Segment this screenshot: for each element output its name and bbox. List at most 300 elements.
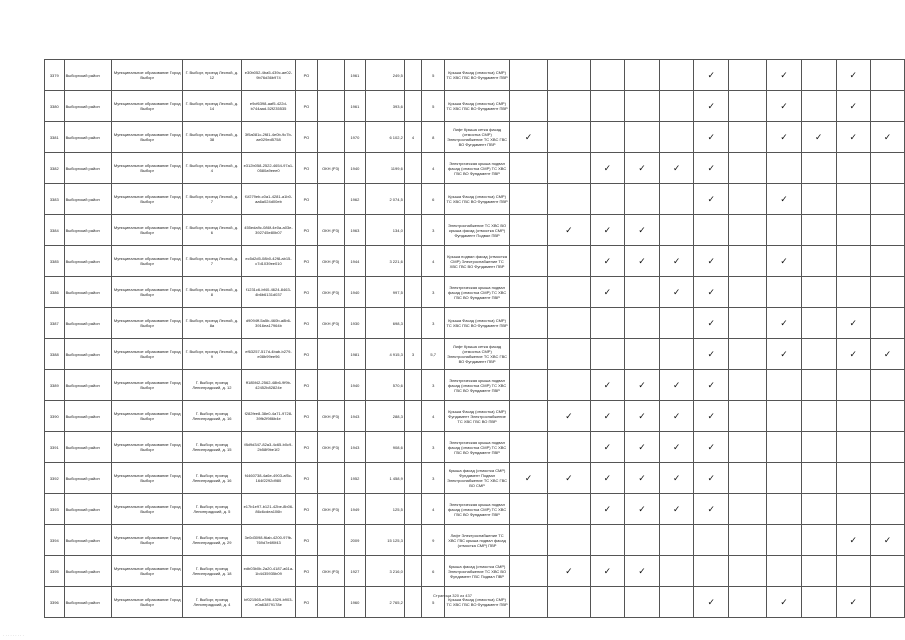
check-icon: ✓: [590, 463, 625, 494]
area-cell: 2 074,5: [366, 184, 405, 215]
works-cell: Крыша подвал фасад (отмостка СМР) Электроснабжение ТС ХВС ГВС ВО Фундамент ПВР: [445, 246, 510, 277]
check-icon: ✓: [590, 401, 625, 432]
guid-cell: f8d9d347-82a3-4c65-b0c9-2b58f9be1f2: [241, 432, 296, 463]
address-cell: Г. Выборг, проезд Ленинградский, д. 16: [183, 401, 242, 432]
check-cell: [767, 494, 802, 525]
heritage-cell: ОКН (Р3): [317, 556, 344, 587]
check-cell: [871, 463, 905, 494]
row-number: 3396: [45, 587, 65, 618]
check-icon: ✓: [659, 463, 694, 494]
check-icon: ✓: [659, 370, 694, 401]
check-icon: ✓: [548, 463, 590, 494]
guid-cell: ef63257-517d-4bab-b279-e08b99ee96: [241, 339, 296, 370]
floors-cell: 5: [422, 91, 445, 122]
check-cell: [729, 215, 767, 246]
check-cell: [548, 525, 590, 556]
address-cell: Г. Выборг, проезд Ленинградский, д. 29: [183, 525, 242, 556]
check-cell: [548, 587, 590, 618]
check-icon: ✓: [871, 339, 905, 370]
heritage-cell: ОКН (Р3): [317, 432, 344, 463]
count-cell: [404, 215, 421, 246]
count-cell: [404, 184, 421, 215]
municipality-cell: Муниципальное образование Город Выборг: [112, 587, 183, 618]
check-cell: [509, 91, 547, 122]
heritage-cell: [317, 91, 344, 122]
check-cell: [729, 587, 767, 618]
check-cell: [871, 308, 905, 339]
check-cell: [729, 556, 767, 587]
scan-mark: · · · · · · · · ·: [3, 633, 24, 638]
check-cell: [801, 215, 836, 246]
check-icon: ✓: [694, 308, 729, 339]
check-cell: [509, 153, 547, 184]
check-icon: ✓: [509, 122, 547, 153]
district-cell: Выборгский район: [64, 587, 112, 618]
address-cell: Г. Выборг, проезд Ленинградский, д. 18: [183, 556, 242, 587]
guid-cell: f282fee8-38e0-4a71-9728-39fb2f986b4e: [241, 401, 296, 432]
floors-cell: 8: [422, 122, 445, 153]
row-number: 3379: [45, 60, 65, 91]
count-cell: [404, 60, 421, 91]
check-cell: [871, 401, 905, 432]
table-row: [45, 308, 905, 339]
check-cell: [871, 184, 905, 215]
row-number: 3390: [45, 401, 65, 432]
heritage-cell: ОКН (Р3): [317, 494, 344, 525]
guid-cell: e30b052-4ba5-439c-ae02-9b76d36b974: [241, 60, 296, 91]
check-cell: [548, 122, 590, 153]
check-cell: [801, 339, 836, 370]
check-cell: [836, 215, 871, 246]
heritage-cell: [317, 60, 344, 91]
check-cell: [509, 494, 547, 525]
district-cell: Выборгский район: [64, 122, 112, 153]
check-cell: [590, 587, 625, 618]
table-row: [45, 587, 905, 618]
check-cell: [801, 91, 836, 122]
district-cell: Выборгский район: [64, 494, 112, 525]
works-cell: Крыша фасад (отмостка СМР) Фундамент Подвал Электроснабжение ТС ХВС ГВС ВО СМР: [445, 463, 510, 494]
count-cell: [404, 246, 421, 277]
check-cell: [871, 153, 905, 184]
check-icon: ✓: [767, 587, 802, 618]
address-cell: Г. Выборг, проезд Лесной, д. 38: [183, 122, 242, 153]
municipality-cell: Муниципальное образование Город Выборг: [112, 370, 183, 401]
works-cell: Крыша Фасад (отмостка) СМР) ТС ХВС ГВС ВО Фундамент ПВР: [445, 308, 510, 339]
check-cell: [548, 60, 590, 91]
area-cell: 1199,6: [366, 153, 405, 184]
check-cell: [625, 60, 660, 91]
check-icon: ✓: [767, 339, 802, 370]
check-icon: ✓: [767, 184, 802, 215]
code-cell: РО: [296, 184, 317, 215]
code-cell: РО: [296, 494, 317, 525]
area-cell: 393,6: [366, 91, 405, 122]
check-cell: [801, 246, 836, 277]
check-icon: ✓: [590, 370, 625, 401]
guid-cell: ff185f42-2562-48b6-9f9b-42452b82824e: [241, 370, 296, 401]
district-cell: Выборгский район: [64, 432, 112, 463]
check-cell: [548, 339, 590, 370]
check-cell: [548, 277, 590, 308]
municipality-cell: Муниципальное образование Город Выборг: [112, 60, 183, 91]
municipality-cell: Муниципальное образование Город Выборг: [112, 308, 183, 339]
floors-cell: 5: [422, 587, 445, 618]
guid-cell: f1231c6-bf40-4624-8463-4b6b6131d037: [241, 277, 296, 308]
heritage-cell: ОКН (Р3): [317, 215, 344, 246]
floors-cell: 6: [422, 184, 445, 215]
check-cell: [801, 463, 836, 494]
check-cell: [801, 494, 836, 525]
area-cell: 288,3: [366, 401, 405, 432]
check-cell: [836, 401, 871, 432]
floors-cell: 4: [422, 494, 445, 525]
district-cell: Выборгский район: [64, 370, 112, 401]
floors-cell: 5,7: [422, 339, 445, 370]
district-cell: Выборгский район: [64, 463, 112, 494]
check-icon: ✓: [590, 494, 625, 525]
check-icon: ✓: [694, 277, 729, 308]
guid-cell: 3e0d3098-f6ab-4200-97fb-769d7e6f0f43: [241, 525, 296, 556]
check-cell: [509, 401, 547, 432]
check-cell: [729, 432, 767, 463]
check-cell: [729, 339, 767, 370]
check-cell: [548, 494, 590, 525]
row-number: 3383: [45, 184, 65, 215]
address-cell: Г. Выборг, проезд Лесной, д. 14: [183, 91, 242, 122]
floors-cell: 9: [422, 525, 445, 556]
address-cell: Г. Выборг, проезд Ленинградский, д. 15: [183, 432, 242, 463]
count-cell: [404, 308, 421, 339]
check-icon: ✓: [590, 277, 625, 308]
check-icon: ✓: [767, 246, 802, 277]
check-icon: ✓: [836, 587, 871, 618]
count-cell: [404, 587, 421, 618]
check-icon: ✓: [625, 494, 660, 525]
check-cell: [590, 122, 625, 153]
count-cell: [404, 525, 421, 556]
check-cell: [871, 494, 905, 525]
check-icon: ✓: [625, 401, 660, 432]
heritage-cell: ОКН (Р3): [317, 401, 344, 432]
check-cell: [509, 308, 547, 339]
district-cell: Выборгский район: [64, 184, 112, 215]
check-cell: [767, 525, 802, 556]
year-cell: 1940: [344, 370, 365, 401]
heritage-cell: [317, 587, 344, 618]
check-cell: [659, 60, 694, 91]
table-row: [45, 432, 905, 463]
table-row: [45, 60, 905, 91]
year-cell: 1960: [344, 587, 365, 618]
check-cell: [625, 308, 660, 339]
guid-cell: e9cf6398-aaf5-422d-b744aad-52f235535: [241, 91, 296, 122]
works-cell: Лифт Крыша сетка фасад (отмостка СМР) Электроснабжение ТС ХВС ГВС ВО Фундамент ПВР: [445, 339, 510, 370]
table-row: [45, 153, 905, 184]
check-icon: ✓: [767, 60, 802, 91]
area-cell: 6 102,2: [366, 122, 405, 153]
count-cell: [404, 556, 421, 587]
heritage-cell: [317, 122, 344, 153]
check-icon: ✓: [767, 308, 802, 339]
year-cell: 1949: [344, 494, 365, 525]
check-cell: [509, 246, 547, 277]
check-cell: [729, 60, 767, 91]
count-cell: [404, 153, 421, 184]
code-cell: РО: [296, 556, 317, 587]
register-table: [44, 59, 905, 618]
check-cell: [625, 122, 660, 153]
code-cell: РО: [296, 401, 317, 432]
area-cell: 698,3: [366, 308, 405, 339]
check-cell: [548, 91, 590, 122]
floors-cell: 3: [422, 463, 445, 494]
address-cell: Г. Выборг, проезд Ленинградский, д. 4: [183, 587, 242, 618]
row-number: 3391: [45, 432, 65, 463]
check-cell: [729, 494, 767, 525]
code-cell: РО: [296, 432, 317, 463]
check-cell: [625, 91, 660, 122]
municipality-cell: Муниципальное образование Город Выборг: [112, 401, 183, 432]
code-cell: РО: [296, 277, 317, 308]
check-cell: [836, 432, 871, 463]
check-icon: ✓: [694, 184, 729, 215]
municipality-cell: Муниципальное образование Город Выборг: [112, 246, 183, 277]
check-cell: [767, 153, 802, 184]
check-cell: [836, 277, 871, 308]
check-icon: ✓: [659, 432, 694, 463]
address-cell: Г. Выборг, проезд Лесной, д. 8а: [183, 308, 242, 339]
check-cell: [659, 184, 694, 215]
address-cell: Г. Выборг, проезд Лесной, д. 7: [183, 184, 242, 215]
check-cell: [801, 370, 836, 401]
check-icon: ✓: [625, 246, 660, 277]
row-number: 3389: [45, 370, 65, 401]
check-cell: [509, 556, 547, 587]
address-cell: Г. Выборг, проезд Ленинградский, д. 16: [183, 463, 242, 494]
guid-cell: e312b058-2522-4654-97a1-0580a9eee0: [241, 153, 296, 184]
works-cell: Крыша Фасад (отмостка) СМР) ТС ХВС ГВС ВО Фундамент ПВР: [445, 184, 510, 215]
municipality-cell: Муниципальное образование Город Выборг: [112, 339, 183, 370]
check-cell: [801, 308, 836, 339]
heritage-cell: [317, 184, 344, 215]
code-cell: РО: [296, 308, 317, 339]
code-cell: РО: [296, 370, 317, 401]
heritage-cell: ОКН (Р3): [317, 246, 344, 277]
check-cell: [801, 60, 836, 91]
check-cell: [729, 370, 767, 401]
check-cell: [767, 370, 802, 401]
works-cell: Электрическая крыша подвал фасад (отмостка СМР) ТС ХВС ГВС ВО Фундамент ПВР: [445, 277, 510, 308]
check-cell: [767, 277, 802, 308]
check-cell: [548, 184, 590, 215]
check-icon: ✓: [625, 463, 660, 494]
check-cell: [590, 308, 625, 339]
floors-cell: 6: [422, 556, 445, 587]
check-cell: [590, 60, 625, 91]
code-cell: РО: [296, 525, 317, 556]
page-footer: Страница 320 из 437: [433, 593, 472, 598]
check-cell: [801, 525, 836, 556]
check-cell: [659, 525, 694, 556]
municipality-cell: Муниципальное образование Город Выборг: [112, 277, 183, 308]
row-number: 3388: [45, 339, 65, 370]
check-cell: [767, 556, 802, 587]
code-cell: РО: [296, 587, 317, 618]
row-number: 3384: [45, 215, 65, 246]
check-icon: ✓: [694, 246, 729, 277]
area-cell: 134,0: [366, 215, 405, 246]
count-cell: [404, 277, 421, 308]
floors-cell: 4: [422, 246, 445, 277]
check-icon: ✓: [590, 246, 625, 277]
check-cell: [801, 432, 836, 463]
check-cell: [871, 587, 905, 618]
district-cell: Выборгский район: [64, 556, 112, 587]
check-cell: [871, 370, 905, 401]
code-cell: РО: [296, 463, 317, 494]
municipality-cell: Муниципальное образование Город Выборг: [112, 556, 183, 587]
table-row: [45, 122, 905, 153]
check-cell: [659, 587, 694, 618]
area-cell: 15 125,3: [366, 525, 405, 556]
check-icon: ✓: [871, 122, 905, 153]
works-cell: Электроснабжение ТС ХВС ВО крыша фасад (отмостка СМР) Фундамент Подвал ПВР: [445, 215, 510, 246]
address-cell: Г. Выборг, проезд Лесной, д. 8: [183, 277, 242, 308]
row-number: 3382: [45, 153, 65, 184]
district-cell: Выборгский район: [64, 246, 112, 277]
code-cell: РО: [296, 215, 317, 246]
works-cell: Электрическая крыша подвал фасад (отмостка СМР) ТС ХВС ГВС ВО Фундамент ПВР: [445, 153, 510, 184]
check-cell: [767, 215, 802, 246]
works-cell: Лифт Электроснабжение ТС ХВС ГВС крыша подвал фасад (отмостка СМР) ПВР: [445, 525, 510, 556]
municipality-cell: Муниципальное образование Город Выборг: [112, 525, 183, 556]
table-row: [45, 91, 905, 122]
municipality-cell: Муниципальное образование Город Выборг: [112, 153, 183, 184]
check-cell: [871, 277, 905, 308]
table-row: [45, 215, 905, 246]
area-cell: 125,5: [366, 494, 405, 525]
area-cell: 570,6: [366, 370, 405, 401]
year-cell: 1944: [344, 246, 365, 277]
check-cell: [767, 401, 802, 432]
check-icon: ✓: [694, 401, 729, 432]
check-cell: [801, 277, 836, 308]
floors-cell: 3: [422, 432, 445, 463]
check-cell: [509, 184, 547, 215]
check-icon: ✓: [871, 525, 905, 556]
check-icon: ✓: [625, 153, 660, 184]
year-cell: 1963: [344, 215, 365, 246]
check-cell: [801, 184, 836, 215]
check-icon: ✓: [767, 122, 802, 153]
check-icon: ✓: [767, 91, 802, 122]
code-cell: РО: [296, 339, 317, 370]
check-cell: [590, 339, 625, 370]
check-icon: ✓: [694, 153, 729, 184]
works-cell: Крыша Фасад (отмостка) СМР) Фундамент Электроснабжение ТС ХВС ГВС ВО ПВР: [445, 401, 510, 432]
municipality-cell: Муниципальное образование Город Выборг: [112, 432, 183, 463]
area-cell: 3 216,0: [366, 556, 405, 587]
heritage-cell: [317, 339, 344, 370]
district-cell: Выборгский район: [64, 215, 112, 246]
check-icon: ✓: [694, 339, 729, 370]
heritage-cell: [317, 370, 344, 401]
district-cell: Выборгский район: [64, 277, 112, 308]
guid-cell: f4460738-4a6e-4903-af5c-164f2292d980: [241, 463, 296, 494]
check-icon: ✓: [836, 122, 871, 153]
works-cell: Лифт Крыша сетка фасад (отмостка СМР) Электроснабжение ТС ХВС ГВС ВО Фундамент ПВР: [445, 122, 510, 153]
year-cell: 1961: [344, 60, 365, 91]
district-cell: Выборгский район: [64, 339, 112, 370]
district-cell: Выборгский район: [64, 401, 112, 432]
check-icon: ✓: [694, 494, 729, 525]
check-icon: ✓: [659, 277, 694, 308]
table-row: [45, 339, 905, 370]
area-cell: 249,5: [366, 60, 405, 91]
check-cell: [801, 401, 836, 432]
check-icon: ✓: [659, 494, 694, 525]
heritage-cell: ОКН (Р3): [317, 153, 344, 184]
year-cell: 2009: [344, 525, 365, 556]
heritage-cell: [317, 463, 344, 494]
check-cell: [694, 556, 729, 587]
address-cell: Г. Выборг, проезд Лесной, д. 9: [183, 339, 242, 370]
area-cell: 4 915,3: [366, 339, 405, 370]
check-cell: [509, 277, 547, 308]
district-cell: Выборгский район: [64, 60, 112, 91]
year-cell: 1952: [344, 463, 365, 494]
district-cell: Выборгский район: [64, 153, 112, 184]
floors-cell: 3: [422, 277, 445, 308]
count-cell: [404, 432, 421, 463]
check-cell: [509, 370, 547, 401]
count-cell: [404, 370, 421, 401]
check-cell: [836, 184, 871, 215]
check-icon: ✓: [659, 401, 694, 432]
works-cell: Крыша фасад (отмостка СМР) Электроснабжение ТС ХВС ВО Фундамент ГВС Подвал ПВР: [445, 556, 510, 587]
check-cell: [659, 308, 694, 339]
address-cell: Г. Выборг, проезд Лесной, д. 6: [183, 215, 242, 246]
check-cell: [509, 339, 547, 370]
check-icon: ✓: [625, 556, 660, 587]
table-row: [45, 463, 905, 494]
code-cell: РО: [296, 91, 317, 122]
check-icon: ✓: [625, 215, 660, 246]
code-cell: РО: [296, 153, 317, 184]
check-icon: ✓: [836, 308, 871, 339]
check-cell: [625, 339, 660, 370]
works-cell: Электрическая крыша подвал фасад (отмостка СМР) ТС ХВС ГВС ВО Фундамент ПВР: [445, 494, 510, 525]
floors-cell: 4: [422, 401, 445, 432]
check-cell: [767, 463, 802, 494]
row-number: 3393: [45, 494, 65, 525]
check-icon: ✓: [659, 153, 694, 184]
district-cell: Выборгский район: [64, 308, 112, 339]
municipality-cell: Муниципальное образование Город Выборг: [112, 122, 183, 153]
area-cell: 997,5: [366, 277, 405, 308]
guid-cell: bf021565-e396-4329-b903-e0a63879178e: [241, 587, 296, 618]
heritage-cell: ОКН (Р3): [317, 277, 344, 308]
check-cell: [548, 432, 590, 463]
check-cell: [729, 184, 767, 215]
check-cell: [801, 153, 836, 184]
address-cell: Г. Выборг, проезд Ленинградский, д. 12: [183, 370, 242, 401]
check-cell: [659, 556, 694, 587]
check-cell: [694, 215, 729, 246]
table-row: [45, 277, 905, 308]
check-icon: ✓: [801, 122, 836, 153]
